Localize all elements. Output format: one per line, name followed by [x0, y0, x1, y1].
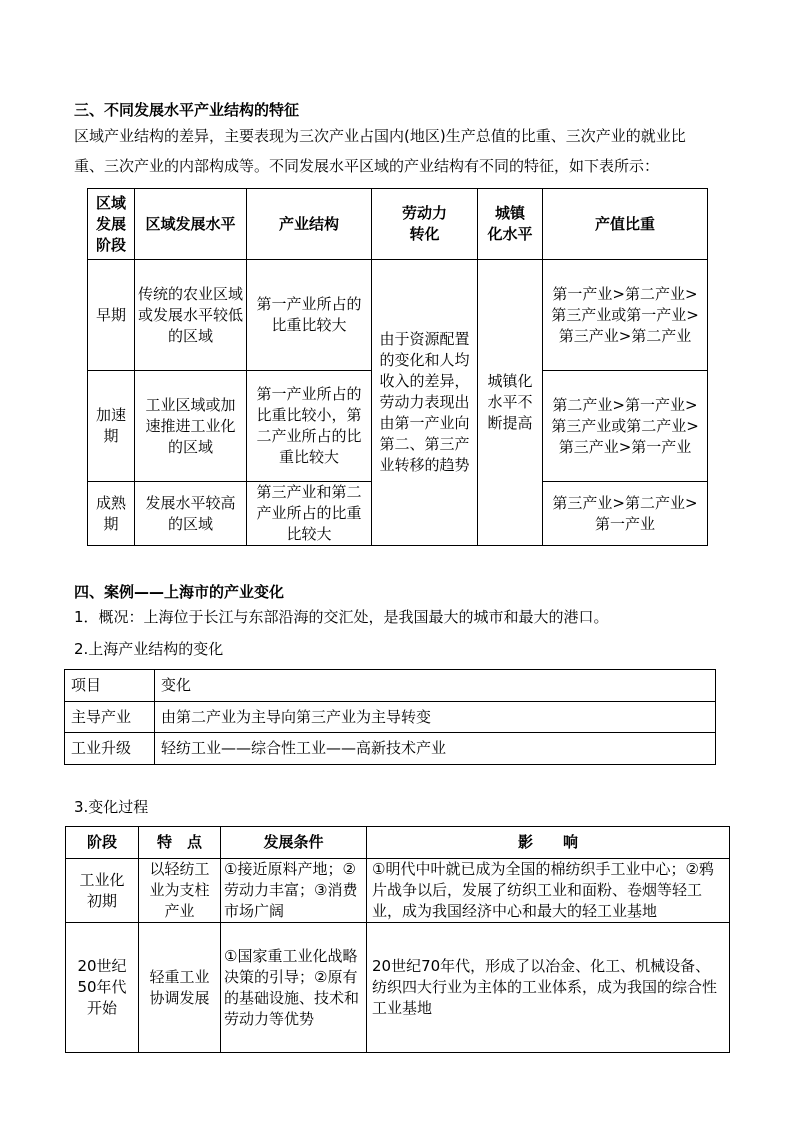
change-cell: 轻纺工业——综合性工业——高新技术产业 — [155, 733, 716, 765]
table-row — [88, 260, 708, 371]
header-structure: 产业结构 — [247, 189, 372, 260]
section3-intro-line1: 区域产业结构的差异，主要表现为三次产业占国内(地区)生产总值的比重、三次产业的就业比 — [74, 127, 686, 145]
change-process-table — [65, 826, 730, 1053]
impact-cell: 20世纪70年代，形成了以冶金、化工、机械设备、纺织四大行业为主体的工业体系，成为我国的综合性工业基地 — [367, 923, 730, 1053]
structure-cell: 第一产业所占的比重比较小，第二产业所占的比重比较大 — [247, 371, 372, 482]
header-change: 变化 — [155, 670, 716, 702]
section4-item3: 3.变化过程 — [74, 798, 149, 816]
phase-cell: 工业化初期 — [66, 859, 139, 923]
header-urban: 城镇 化水平 — [478, 189, 543, 260]
urban-cell: 城镇化水平不断提高 — [478, 260, 543, 546]
structure-cell: 第三产业和第二产业所占的比重比较大 — [247, 482, 372, 546]
header-labor: 劳动力 转化 — [372, 189, 478, 260]
table-row — [66, 859, 730, 923]
section4-item2: 2.上海产业结构的变化 — [74, 640, 224, 658]
header-level: 区域发展水平 — [135, 189, 247, 260]
table-row — [66, 923, 730, 1053]
feature-cell: 以轻纺工业为支柱产业 — [139, 859, 221, 923]
structure-cell: 第一产业所占的比重比较大 — [247, 260, 372, 371]
level-cell: 工业区域或加速推进工业化的区域 — [135, 371, 247, 482]
table-header-row — [88, 189, 708, 260]
share-cell: 第三产业>第二产业>第一产业 — [543, 482, 708, 546]
level-cell: 传统的农业区域或发展水平较低的区域 — [135, 260, 247, 371]
section4-heading: 四、案例——上海市的产业变化 — [74, 583, 285, 601]
table-row — [65, 702, 716, 733]
condition-cell: ①国家重工业化战略决策的引导；②原有的基础设施、技术和劳动力等优势 — [221, 923, 367, 1053]
item-cell: 工业升级 — [65, 733, 155, 765]
share-cell: 第一产业>第二产业>第三产业或第一产业>第三产业>第二产业 — [543, 260, 708, 371]
header-phase: 阶段 — [66, 827, 139, 859]
feature-cell: 轻重工业协调发展 — [139, 923, 221, 1053]
stage-cell: 早期 — [88, 260, 135, 371]
share-cell: 第二产业>第一产业>第三产业或第二产业>第三产业>第一产业 — [543, 371, 708, 482]
header-share: 产值比重 — [543, 189, 708, 260]
shanghai-structure-table — [64, 669, 716, 765]
impact-cell: ①明代中叶就已成为全国的棉纺织手工业中心；②鸦片战争以后，发展了纺织工业和面粉、卷烟等轻工业，成为我国经济中心和最大的轻工业基地 — [367, 859, 730, 923]
section3-intro-line2: 重、三次产业的内部构成等。不同发展水平区域的产业结构有不同的特征，如下表所示： — [74, 157, 660, 175]
item-cell: 主导产业 — [65, 702, 155, 733]
table-header-row — [66, 827, 730, 859]
change-cell: 由第二产业为主导向第三产业为主导转变 — [155, 702, 716, 733]
section3-heading: 三、不同发展水平产业结构的特征 — [74, 101, 300, 119]
table-row — [65, 733, 716, 765]
level-cell: 发展水平较高的区域 — [135, 482, 247, 546]
development-stage-table — [87, 188, 708, 546]
stage-cell: 加速期 — [88, 371, 135, 482]
condition-cell: ①接近原料产地；②劳动力丰富；③消费市场广阔 — [221, 859, 367, 923]
phase-cell: 20世纪50年代开始 — [66, 923, 139, 1053]
table-header-row — [65, 670, 716, 702]
header-impact: 影 响 — [367, 827, 730, 859]
labor-cell: 由于资源配置的变化和人均收入的差异，劳动力表现出由第一产业向第二、第三产业转移的趋势 — [372, 260, 478, 546]
header-condition: 发展条件 — [221, 827, 367, 859]
stage-cell: 成熟期 — [88, 482, 135, 546]
header-feature: 特 点 — [139, 827, 221, 859]
header-item: 项目 — [65, 670, 155, 702]
section4-item1: 1．概况：上海位于长江与东部沿海的交汇处，是我国最大的城市和最大的港口。 — [74, 608, 609, 626]
header-stage: 区域 发展 阶段 — [88, 189, 135, 260]
